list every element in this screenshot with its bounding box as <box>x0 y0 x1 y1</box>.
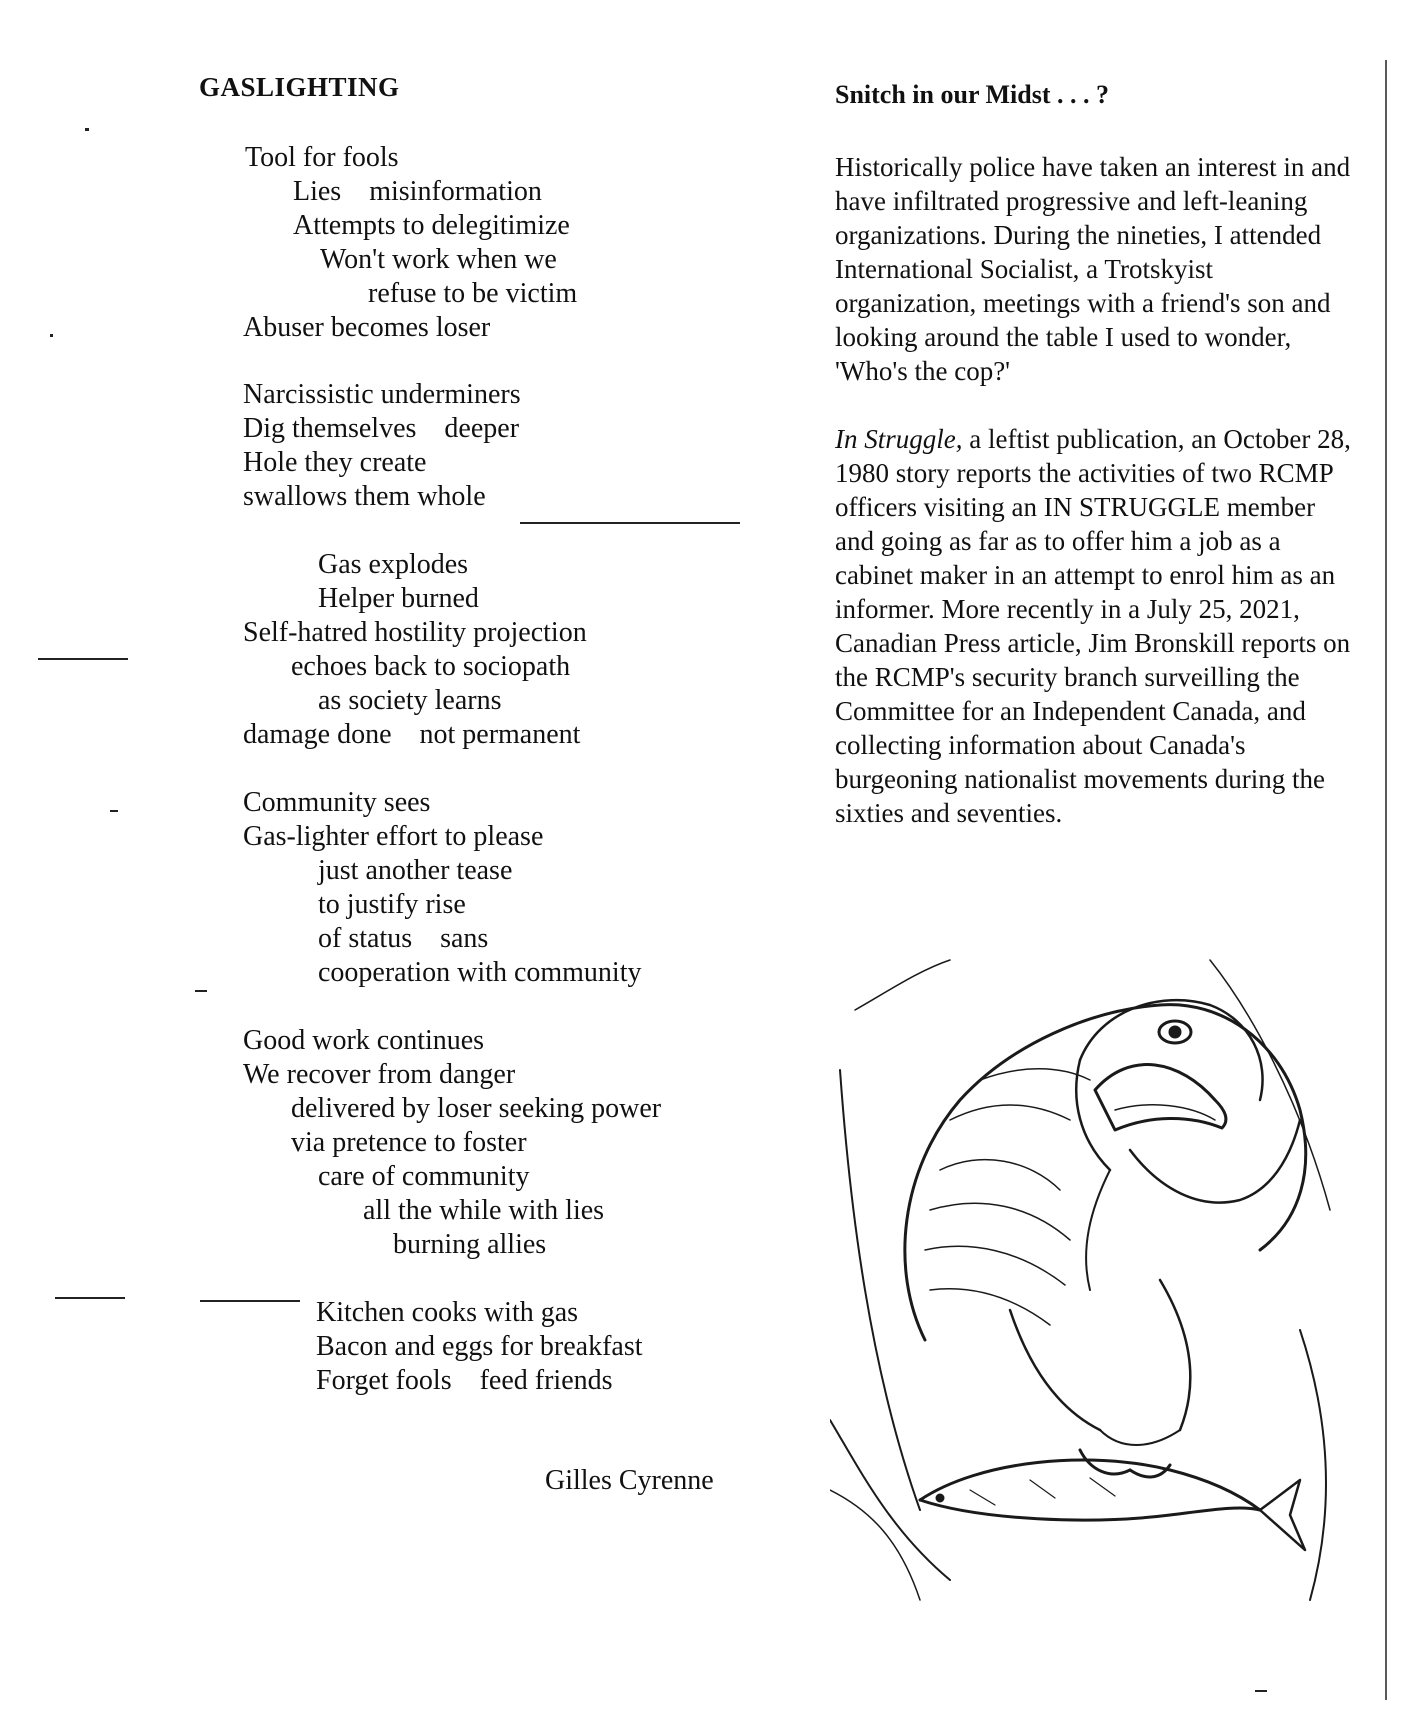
poem-line: swallows them whole <box>243 481 486 512</box>
scan-streak <box>520 522 740 524</box>
eagle-illustration <box>830 950 1360 1605</box>
poem-line: to justify rise <box>318 889 466 920</box>
poem-line: Community sees <box>243 787 431 818</box>
poem-line: Gas explodes <box>318 549 469 580</box>
article-paragraph-2-text: a leftist publication, an October 28, 1980 story reports the activities of two RCMP officers visiting an IN STRUGGLE member and going as far as to offer him a job as a cabinet maker in an attempt to enrol him as an informer. More recently in a July 25, 2021, Canadian Press article, Jim Bronskill reports on the RCMP's security branch surveilling the Committee for an Independent Canada, and collecting information about Canada's burgeoning nationalist movements during the sixties and seventies. <box>835 424 1351 828</box>
poem-line: Lies misinformation <box>293 176 542 207</box>
poem-title: GASLIGHTING <box>199 72 400 102</box>
page-edge-rule <box>1385 60 1387 1700</box>
poem-line: Bacon and eggs for breakfast <box>316 1331 643 1362</box>
poem-line: via pretence to foster <box>291 1127 527 1158</box>
poem-line: all the while with lies <box>363 1195 605 1226</box>
article-paragraph-2 <box>835 422 1355 830</box>
scan-speck <box>85 128 89 131</box>
poem-line: Kitchen cooks with gas <box>316 1297 579 1328</box>
poem-author: Gilles Cyrenne <box>545 1465 714 1496</box>
poem-line: We recover from danger <box>243 1059 516 1090</box>
poem-line: damage done not permanent <box>243 719 581 750</box>
publication-name: In Struggle, <box>835 424 963 454</box>
poem-line: refuse to be victim <box>368 278 578 309</box>
poem-line: of status sans <box>318 923 489 954</box>
poem-line: just another tease <box>318 855 513 886</box>
poem-line: as society learns <box>318 685 502 716</box>
scan-speck <box>50 334 53 337</box>
scan-streak <box>55 1297 125 1299</box>
poem-line: Forget fools feed friends <box>316 1365 613 1396</box>
poem-line: burning allies <box>393 1229 547 1260</box>
scan-speck <box>110 810 118 812</box>
poem-line: Tool for fools <box>245 142 399 173</box>
poem-line: Narcissistic underminers <box>243 379 521 410</box>
poem-line: Dig themselves deeper <box>243 413 520 444</box>
article-paragraph-1: Historically police have taken an interest in and have infiltrated progressive and left-leaning organizations. During the nineties, I attended International Socialist, a Trotskyist organization, meetings with a friend's son and looking around the table I used to wonder, 'Who's the cop?' <box>835 152 1351 386</box>
article-body <box>835 150 1355 864</box>
poem-line: Self-hatred hostility projection <box>243 617 587 648</box>
article-title: Snitch in our Midst . . . ? <box>835 80 1110 109</box>
poem-line: Won't work when we <box>320 244 557 275</box>
poem-line: Helper burned <box>318 583 479 614</box>
poem-line: care of community <box>318 1161 530 1192</box>
scan-speck <box>195 990 207 992</box>
poem-line: Good work continues <box>243 1025 485 1056</box>
poem-line: Abuser becomes loser <box>243 312 491 343</box>
poem-line: Gas-lighter effort to please <box>243 821 544 852</box>
poem-line: echoes back to sociopath <box>291 651 571 682</box>
poem-line: cooperation with community <box>318 957 642 988</box>
scan-speck <box>1255 1690 1267 1692</box>
scan-streak <box>38 658 128 660</box>
poem-line: Attempts to delegitimize <box>293 210 570 241</box>
scan-streak <box>200 1300 300 1302</box>
poem-line: delivered by loser seeking power <box>291 1093 662 1124</box>
poem-line: Hole they create <box>243 447 427 478</box>
